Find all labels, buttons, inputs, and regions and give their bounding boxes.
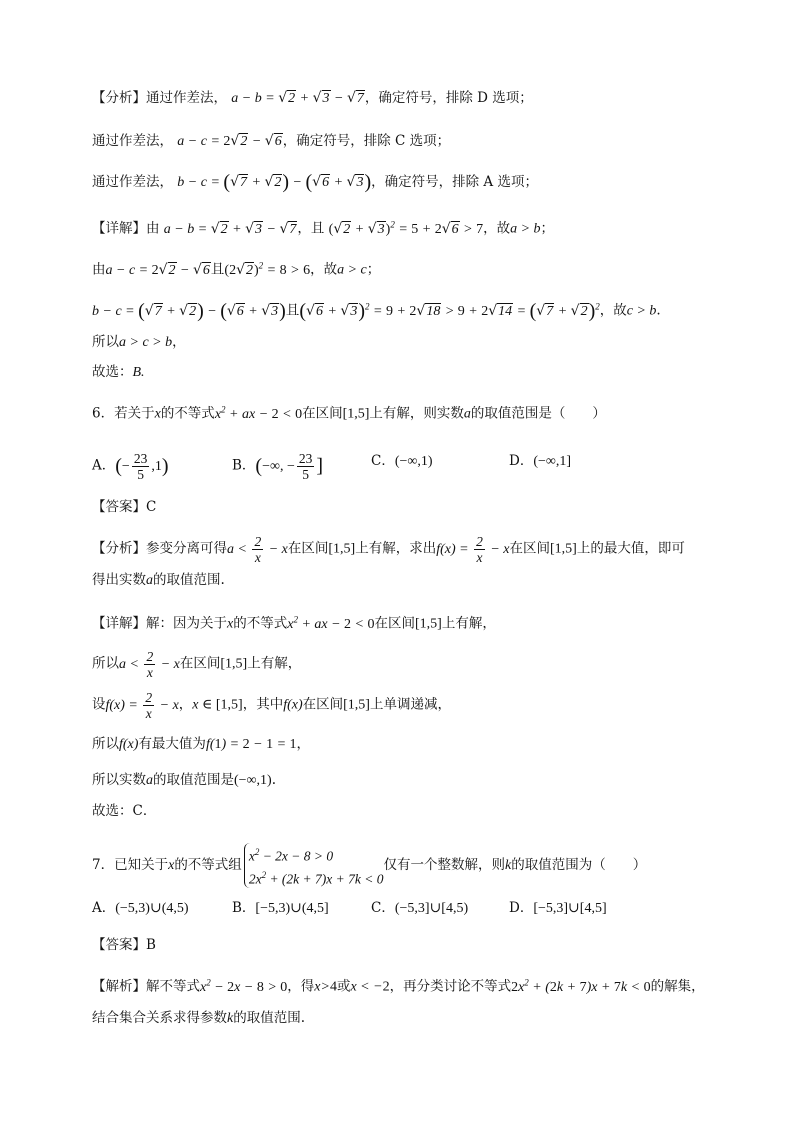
analysis-line-1: 【分析】通过作差法， a − b = √2 + √3 − √7，确定符号，排除 D 选项； — [92, 90, 533, 106]
option-b[interactable]: B．(−∞, − $\frac{23}{5}$ ] — [232, 451, 324, 482]
option-c[interactable]: C．(−5,3]∪[4,5) — [371, 900, 469, 916]
detail-line-1: 【详解】由 a − b = √2 + √3 − √7，且 $(√2 + √3)^2 = 5 + 2√6 > 7$，故a > b； — [92, 219, 555, 237]
option-b[interactable]: B．[−5,3)∪(4,5] — [232, 900, 329, 916]
formula: a − b = √2 + √3 − √7 — [231, 90, 364, 106]
answer-6: 【答案】C — [92, 499, 157, 515]
detail-line-5: 故选：B. — [92, 364, 145, 380]
option-d[interactable]: D．[−5,3]∪[4,5] — [509, 900, 607, 916]
detail-6-line-1: 【详解】解：因为关于x的不等式$x^2$ + ax − 2 < 0在区间[1,5]上有解， — [92, 614, 496, 632]
formula: a − c = 2√2 − √6 — [177, 133, 282, 149]
option-a[interactable]: A．(− $\frac{23}{5}$ ,1) — [92, 451, 169, 482]
analysis-6-line-1: 【分析】参变分离可得a < $\frac{2}{x}$ − x在区间[1,5]上有解，求出f(x) = $\frac{2}{x}$ − x在区间[1,5]上的最大值，即可 — [92, 534, 685, 565]
question-7-stem: 7．已知关于x的不等式组 $x^2 - 2x - 8 > 0$ $2x^2 + (2k + 7)x + 7k < 0$ 仅有一个整数解，则k的取值范围为（ ） — [92, 843, 646, 888]
analysis-7-line-1: 【解析】解不等式$x^2 - 2x - 8 > 0$，得x>4或x < −2，再分类讨论不等式$2x^2 + (2k + 7)x + 7k < 0$的解集， — [92, 977, 705, 995]
detail-6-line-2: 所以a < $\frac{2}{x}$ − x在区间[1,5]上有解， — [92, 649, 302, 680]
analysis-6-line-2: 得出实数a的取值范围. — [92, 572, 225, 588]
detail-line-4: 所以a > c > b， — [92, 334, 186, 350]
detail-line-3: b − c = (√7 + √2) − (√6 + √3)且$(√6 + √3)^2 = 9 + 2√18 > 9 + 2√14 = (√7 + √2)^2$，故c > b. — [92, 299, 661, 322]
detail-6-line-5: 所以实数a的取值范围是(−∞,1). — [92, 772, 276, 788]
detail-6-line-3: 设f(x) = $\frac{2}{x}$ − x，x ∈ [1,5]，其中f(x)在区间[1,5]上单调递减， — [92, 690, 451, 721]
option-d[interactable]: D．(−∞,1] — [509, 453, 572, 469]
detail-line-2: 由a − c = 2√2 − √6且$(2√2)^2 = 8 > 6$，故a > c； — [92, 260, 381, 278]
detail-tag: 【详解】 — [92, 220, 146, 237]
analysis-tag: 【分析】 — [92, 90, 146, 106]
analysis-line-2: 通过作差法， a − c = 2√2 − √6，确定符号，排除 C 选项； — [92, 133, 451, 149]
inequality-system: $x^2 - 2x - 8 > 0$ $2x^2 + (2k + 7)x + 7k < 0$ — [244, 843, 384, 888]
analysis-line-3: 通过作差法， b − c = (√7 + √2) − (√6 + √3)，确定符号，排除 A 选项； — [92, 171, 538, 193]
question-6-stem: 6．若关于x的不等式$x^2$ + ax − 2 < 0在区间[1,5]上有解，则实数a的取值范围是（ ） — [92, 404, 606, 422]
detail-6-line-6: 故选：C． — [92, 803, 157, 819]
formula: b − c = (√7 + √2) − (√6 + √3) — [177, 171, 372, 193]
detail-6-line-4: 所以f(x)有最大值为f(1) = 2 − 1 = 1， — [92, 736, 311, 752]
analysis-7-line-2: 结合集合关系求得参数k的取值范围. — [92, 1010, 306, 1026]
option-c[interactable]: C．(−∞,1) — [371, 453, 433, 469]
answer-7: 【答案】B — [92, 937, 156, 953]
option-a[interactable]: A．(−5,3)∪(4,5) — [92, 900, 189, 916]
